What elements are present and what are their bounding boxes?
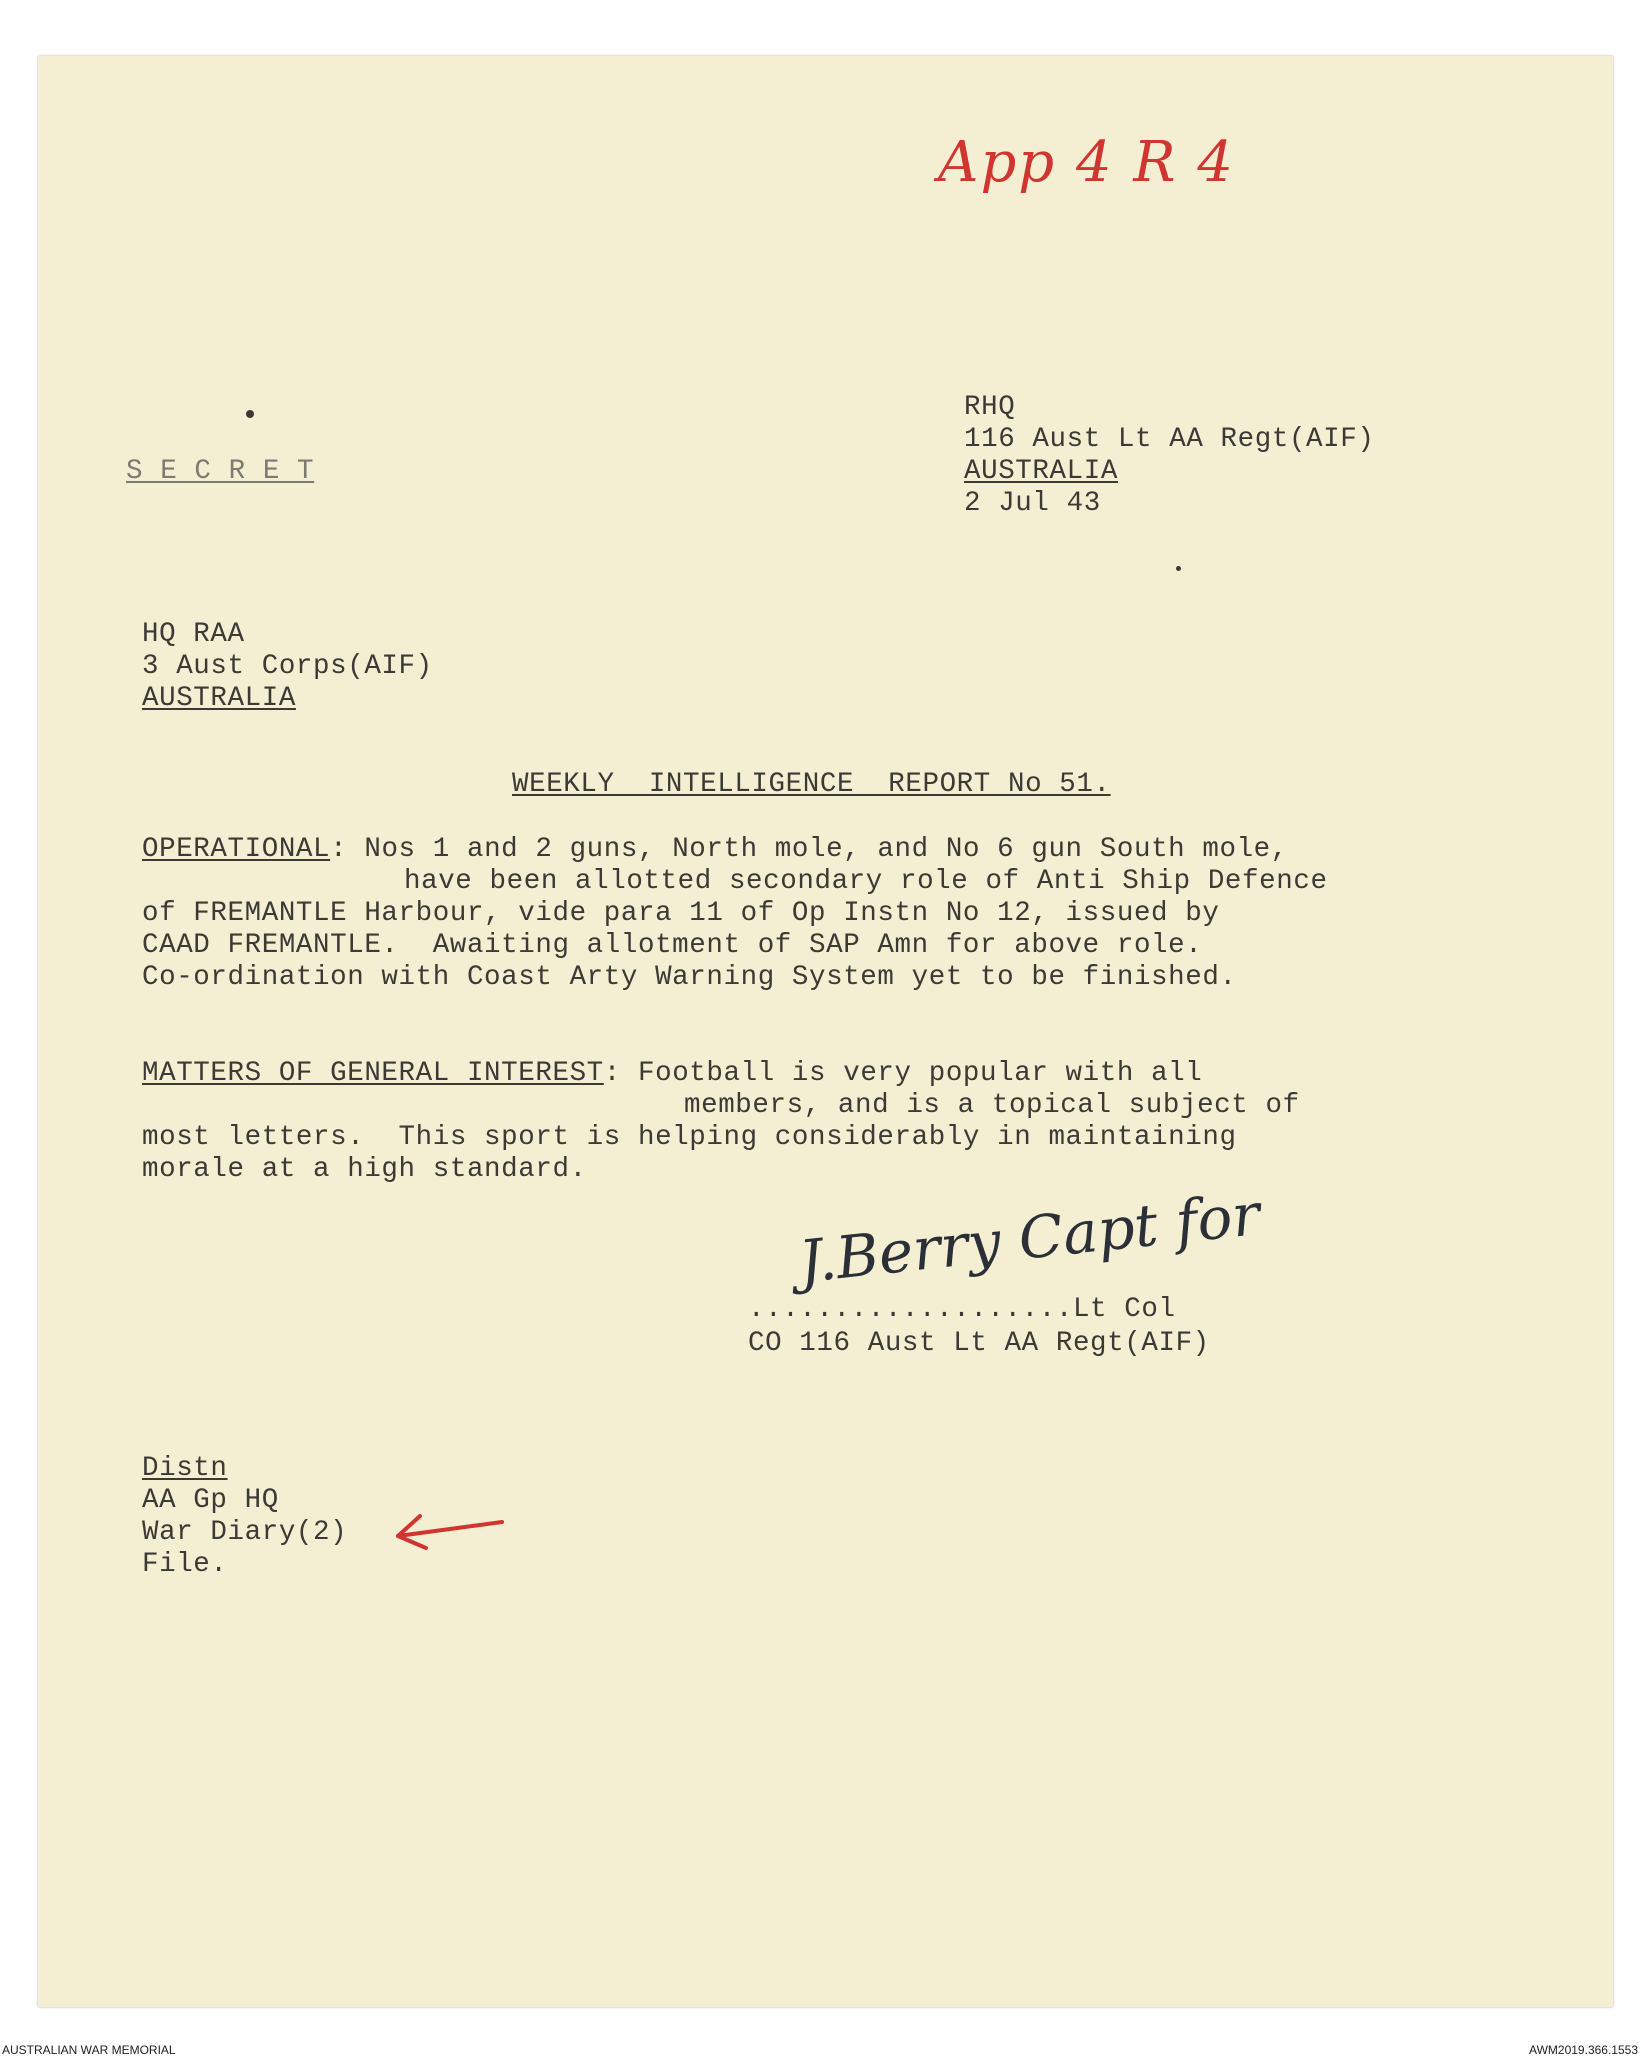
operational-line-1: [142, 834, 1288, 866]
classification-label: S E C R E T: [126, 456, 315, 487]
operational-line-2: have been allotted secondary role of Anti Ship Defence: [404, 866, 1328, 897]
signature-title: CO 116 Aust Lt AA Regt(AIF): [748, 1328, 1210, 1359]
distribution-heading: Distn: [142, 1453, 228, 1484]
footer-accession-number: AWM2019.366.1553: [1529, 2043, 1638, 2057]
distribution-item: File.: [142, 1549, 228, 1580]
handwritten-annotation: App 4 R 4: [938, 130, 1235, 195]
operational-text-1: : Nos 1 and 2 guns, North mole, and No 6 gun South mole,: [330, 834, 1288, 865]
general-interest-line-4: morale at a high standard.: [142, 1154, 587, 1185]
sender-country: AUSTRALIA: [964, 456, 1118, 487]
general-interest-text-1: : Football is very popular with all: [603, 1058, 1203, 1089]
recipient-hq: HQ RAA: [142, 619, 245, 650]
general-interest-line-1: [142, 1058, 1202, 1090]
general-interest-line-2: members, and is a topical subject of: [684, 1090, 1300, 1121]
recipient-country: AUSTRALIA: [142, 683, 296, 714]
ink-dot: [1176, 566, 1181, 571]
sender-unit: RHQ: [964, 392, 1016, 423]
red-arrow-icon: [390, 1508, 508, 1552]
operational-line-5: Co-ordination with Coast Arty Warning System yet to be finished.: [142, 962, 1237, 993]
distribution-item: War Diary(2): [142, 1517, 348, 1548]
letter-date: 2 Jul 43: [964, 488, 1101, 519]
handwritten-signature: J.Berry Capt for: [795, 1180, 1264, 1296]
operational-line-3: of FREMANTLE Harbour, vide para 11 of Op Instn No 12, issued by: [142, 898, 1220, 929]
report-title: WEEKLY INTELLIGENCE REPORT No 51.: [512, 769, 1111, 800]
distribution-item: AA Gp HQ: [142, 1485, 279, 1516]
recipient-corps: 3 Aust Corps(AIF): [142, 651, 433, 682]
ink-dot: [246, 410, 254, 418]
sender-regiment: 116 Aust Lt AA Regt(AIF): [964, 424, 1375, 455]
footer-source: AUSTRALIAN WAR MEMORIAL: [2, 2043, 176, 2057]
document-page: [38, 56, 1613, 2007]
operational-label: OPERATIONAL: [142, 834, 331, 865]
signature-dots-line: ...................Lt Col: [748, 1294, 1176, 1325]
general-interest-label: MATTERS OF GENERAL INTEREST: [142, 1058, 604, 1089]
general-interest-line-3: most letters. This sport is helping considerably in maintaining: [142, 1122, 1237, 1153]
operational-line-4: CAAD FREMANTLE. Awaiting allotment of SAP Amn for above role.: [142, 930, 1203, 961]
